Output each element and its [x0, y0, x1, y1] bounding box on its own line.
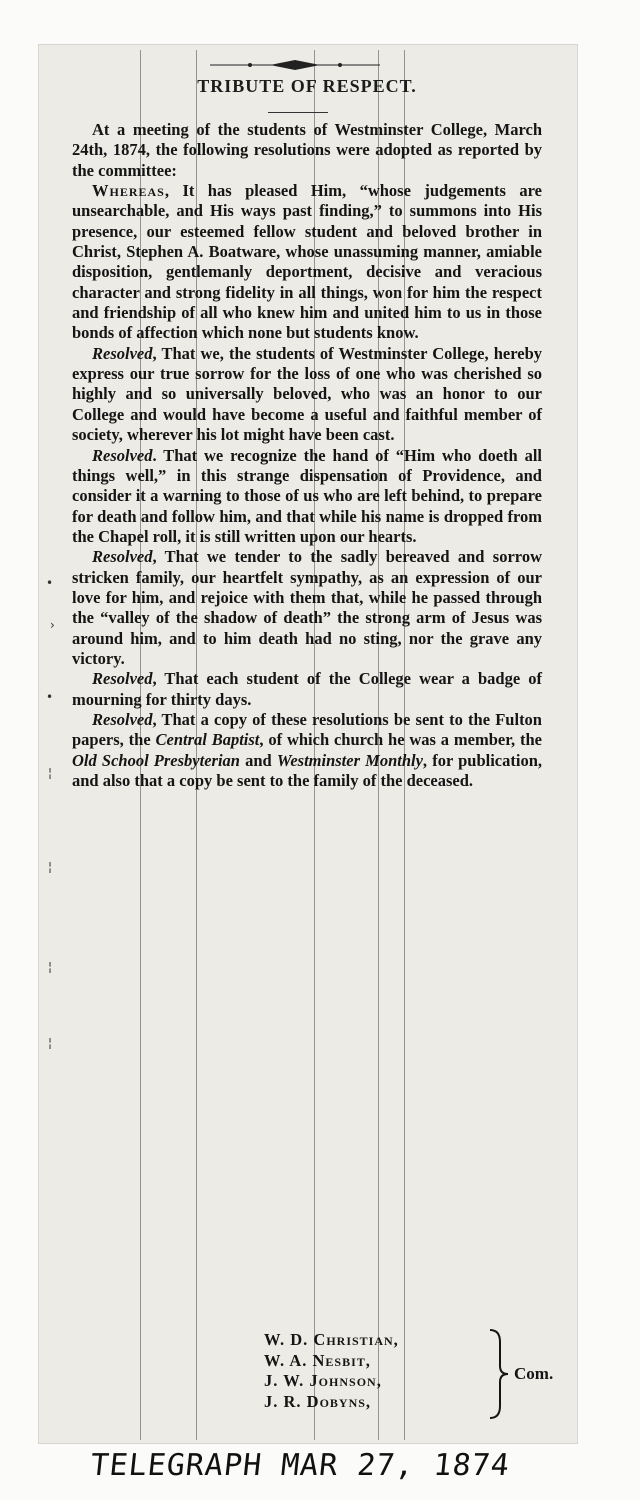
resolution-text: , That we, the students of Westminster College, hereby express our true sorrow for the loss of one who was cherished so highly and so universally beloved, who was an honor to our College and would have become a useful and faithful member of society, wherever his lot might have been cast. [72, 343, 542, 445]
final-resolution-paragraph [72, 710, 542, 791]
whereas-text: , It has pleased Him, “whose judgements are unsearchable, and His ways past finding,” to summons into His presence, our esteemed fellow student and beloved brother in Christ, Stephen A. Boatware, whose unassuming manner, amiable disposition, gentlemanly deportment, decisive and veracious character and strong fidelity in all things, won for him the respect and friendship of all who knew him and united him to us in those bonds of affection which none but students know. [72, 181, 542, 343]
committee-member: W. A. Nesbit, [264, 1350, 371, 1370]
committee-member: J. R. Dobyns, [264, 1391, 372, 1411]
final-text-3: and [239, 750, 277, 770]
paper-westminster-monthly: Westminster Monthly [276, 750, 423, 770]
margin-mark: › [50, 618, 55, 632]
margin-mark: • [46, 576, 54, 590]
intro-paragraph: At a meeting of the students of Westminster College, March 24th, 1874, the following resolutions were adopted as reported by the committee: [72, 120, 542, 180]
committee-signers [264, 1330, 464, 1412]
final-text-1: , That a copy of these resolutions be sent to the Fulton papers, the [72, 709, 542, 750]
resolution-paragraph [72, 547, 542, 669]
resolution-paragraph [72, 446, 542, 548]
final-text-4: , for publication, and also that a copy be sent to the family of the deceased. [72, 750, 543, 790]
ornament-rule-icon [210, 58, 380, 72]
margin-mark: ¦ [48, 960, 53, 974]
resolution-text: . That we recognize the hand of “Him who doeth all things well,” in this strange dispensation of Providence, and consider it a warning to those of us who are left behind, to prepare for death and follow him, and that while his name is dropped from the Chapel roll, it is still written upon our hearts. [72, 445, 542, 546]
resolution-text: , That each student of the College wear a badge of mourning for thirty days. [72, 669, 542, 709]
title-underline [268, 112, 328, 113]
margin-mark: ¦ [48, 860, 53, 874]
resolution-lead: Resolved [92, 445, 153, 465]
committee-member: W. D. Christian, [264, 1330, 399, 1349]
paper-central-baptist: Central Baptist [155, 730, 260, 750]
article-title: TRIBUTE OF RESPECT. [197, 76, 417, 96]
resolution-lead: Resolved [92, 669, 153, 689]
committee-member: J. W. Johnson, [264, 1371, 382, 1390]
resolution-text: , That we tender to the sadly bereaved and sorrow stricken family, our heartfelt sympathy, as an expression of our love for him, and rejoice with them that, while he passed through the “valley of the shadow of death” the strong arm of Jesus was around him, and to him death had no sting, nor the grave any victory. [72, 547, 542, 668]
resolution-lead: Resolved [92, 547, 153, 567]
article-body [72, 120, 542, 791]
margin-mark: ¦ [48, 766, 53, 780]
whereas-paragraph [72, 181, 542, 344]
margin-mark: • [46, 690, 54, 704]
paper-old-school-presbyterian: Old School Presbyterian [72, 750, 240, 770]
margin-mark: ¦ [48, 1036, 53, 1050]
resolution-lead: Resolved [92, 343, 153, 363]
handwritten-annotation: TELEGRAPH MAR 27, 1874 [88, 1448, 512, 1483]
resolution-paragraph [72, 669, 542, 710]
committee-label: Com. [514, 1364, 554, 1383]
resolution-lead: Resolved [92, 709, 153, 729]
brace-icon [488, 1328, 510, 1420]
final-text-2: , of which church he was a member, the [259, 730, 542, 750]
resolution-paragraph [72, 344, 542, 446]
whereas-lead: Whereas [92, 181, 165, 201]
